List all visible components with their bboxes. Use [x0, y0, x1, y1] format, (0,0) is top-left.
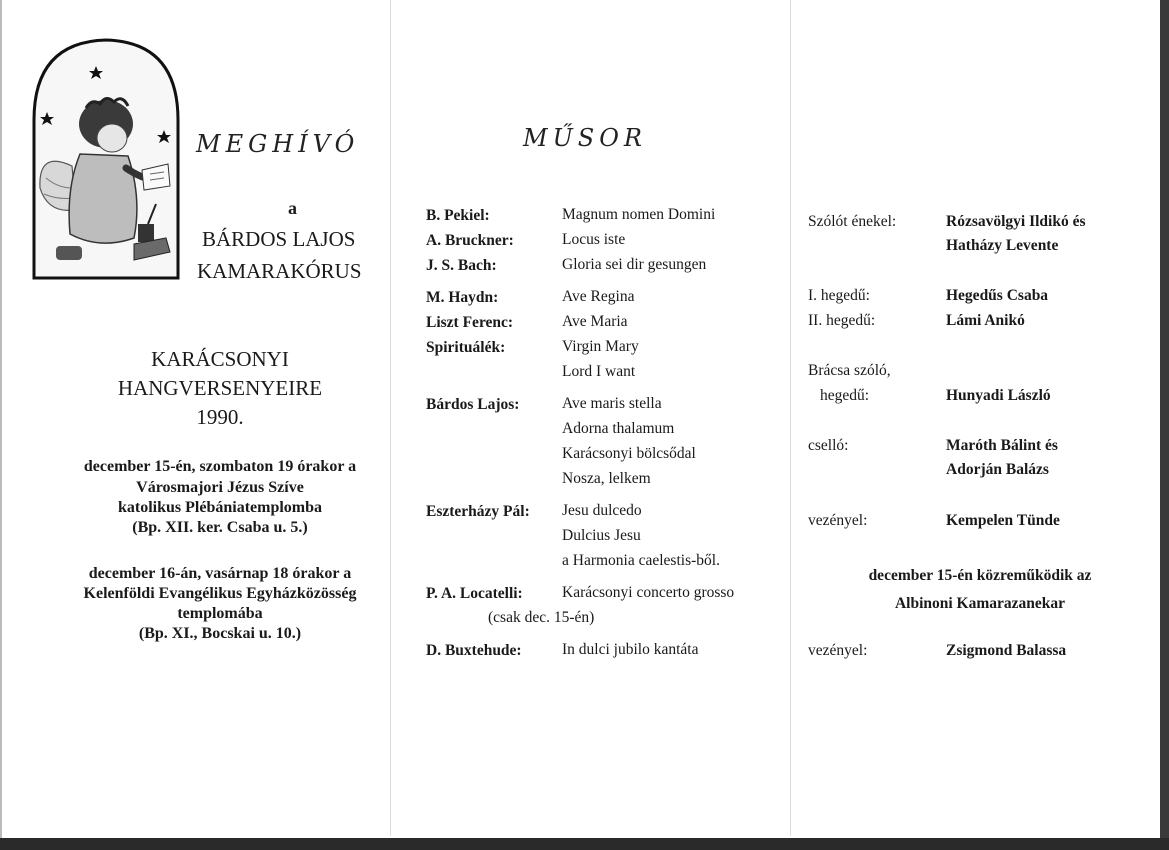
program-composer: Liszt Ferenc:: [426, 314, 514, 331]
paper-edge-left: [0, 0, 2, 850]
conductor2-name: Zsigmond Balassa: [946, 642, 1067, 659]
program-work: Karácsonyi bölcsődal: [562, 445, 696, 462]
orchestra-note-line1: december 15-én közreműködik az: [868, 567, 1092, 584]
fold-line-2: [790, 0, 791, 836]
program-work: Lord I want: [562, 363, 636, 380]
viola-name: Hunyadi László: [946, 387, 1051, 404]
event2-line2: Kelenföldi Evangélikus Egyházközösség: [83, 585, 357, 602]
event1-line3: katolikus Plébániatemplomba: [117, 499, 323, 516]
program-composer: J. S. Bach:: [426, 257, 497, 274]
program-work: Karácsonyi concerto grosso: [562, 584, 735, 601]
choir-name-line1: BÁRDOS LAJOS: [202, 227, 356, 251]
concert-year: 1990.: [196, 405, 244, 429]
invitation-title: MEGHÍVÓ: [196, 130, 360, 158]
choir-name-line2: KAMARAKÓRUS: [197, 259, 362, 283]
program-composer: D. Buxtehude:: [426, 642, 522, 659]
program-work: Dulcius Jesu: [562, 527, 641, 544]
program-work: Magnum nomen Domini: [562, 206, 716, 223]
conductor2-label: vezényel:: [808, 642, 868, 659]
program-composer: P. A. Locatelli:: [426, 585, 523, 602]
article-text: a: [288, 198, 297, 218]
program-composer: Spirituálék:: [426, 339, 506, 356]
soloist-name: Rózsavölgyi Ildikó és: [946, 213, 1086, 230]
violin2-label: II. hegedű:: [808, 312, 876, 329]
event1-line1: december 15-én, szombaton 19 órakor a: [83, 458, 357, 475]
cello-label: cselló:: [808, 437, 849, 454]
program-composer: Eszterházy Pál:: [426, 503, 530, 520]
scan-edge-bottom: [0, 838, 1169, 850]
program-work: Locus iste: [562, 231, 626, 248]
soloist-name: Hatházy Levente: [946, 237, 1059, 254]
event1-line4: (Bp. XII. ker. Csaba u. 5.): [132, 519, 308, 536]
event2-line3: templomába: [177, 605, 263, 622]
program-work: In dulci jubilo kantáta: [562, 641, 699, 658]
event2-line1: december 16-án, vasárnap 18 órakor a: [88, 565, 352, 582]
program-title: MŰSOR: [523, 124, 647, 152]
program-composer: Bárdos Lajos:: [426, 396, 520, 413]
angel-illustration: [30, 38, 182, 280]
event1-line2: Városmajori Jézus Szíve: [136, 479, 304, 496]
violin1-label: I. hegedű:: [808, 287, 870, 304]
program-note: (csak dec. 15-én): [488, 609, 595, 626]
conductor-name: Kempelen Tünde: [946, 512, 1060, 529]
concert-heading-line1: KARÁCSONYI: [151, 347, 289, 371]
soloists-label: Szólót énekel:: [808, 213, 897, 230]
program-work: Adorna thalamum: [562, 420, 675, 437]
viola-label-line1: Brácsa szóló,: [808, 362, 891, 379]
program-work: Nosza, lelkem: [562, 470, 651, 487]
concert-heading-line2: HANGVERSENYEIRE: [117, 376, 323, 400]
program-composer: M. Haydn:: [426, 289, 499, 306]
program-work: Ave Maria: [562, 313, 628, 330]
scan-edge-right: [1160, 0, 1169, 850]
program-work: Ave Regina: [562, 288, 635, 305]
program-work: Jesu dulcedo: [562, 502, 642, 519]
event2-line4: (Bp. XI., Bocskai u. 10.): [138, 625, 302, 642]
program-composer: B. Pekiel:: [426, 207, 490, 224]
viola-label-line2: hegedű:: [820, 387, 870, 404]
cello-name: Adorján Balázs: [946, 461, 1049, 478]
program-work: Gloria sei dir gesungen: [562, 256, 707, 273]
cello-name: Maróth Bálint és: [946, 437, 1058, 454]
orchestra-note-line2: Albinoni Kamarazanekar: [894, 595, 1066, 612]
program-work: Virgin Mary: [562, 338, 639, 355]
program-composer: A. Bruckner:: [426, 232, 514, 249]
program-work: Ave maris stella: [562, 395, 662, 412]
violin2-name: Lámi Anikó: [946, 312, 1025, 329]
program-work: a Harmonia caelestis-ből.: [562, 552, 720, 569]
violin1-name: Hegedűs Csaba: [946, 287, 1049, 304]
conductor-label: vezényel:: [808, 512, 868, 529]
